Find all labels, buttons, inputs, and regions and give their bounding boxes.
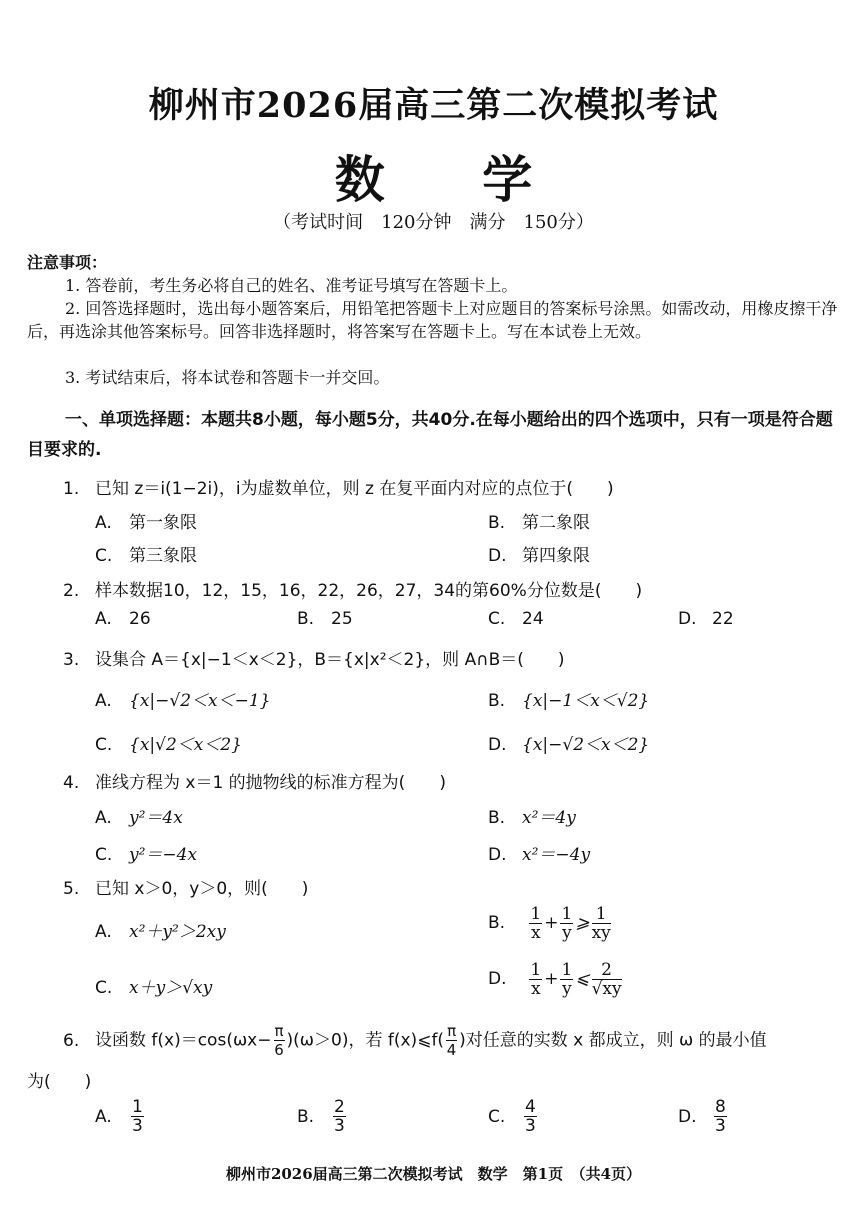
q3-option-c: C. {x|√2＜x＜2} (95, 735, 242, 755)
notice-item-2: 2. 回答选择题时，选出每小题答案后，用铅笔把答题卡上对应题目的答案标号涂黑。如需改动，用橡皮擦干净后，再选涂其他答案标号。回答非选择题时，将答案写在答题卡上。写在本试卷上无效。 (27, 299, 838, 341)
question-number: 5. (63, 879, 80, 899)
question-stem: 已知 z＝i(1−2i)，i为虚数单位，则 z 在复平面内对应的点位于( ) (95, 479, 614, 499)
q6-option-d: D. $\frac{8}{3}$ (678, 1097, 726, 1136)
q2-option-d: D. 22 (678, 609, 734, 629)
notice-item-1: 1. 答卷前，考生务必将自己的姓名、准考证号填写在答题卡上。 (65, 276, 518, 295)
question-5 (63, 874, 308, 899)
q4-option-a: A. y²＝4x (95, 808, 183, 828)
q5-option-a: A. x²＋y²＞2xy (95, 922, 226, 942)
exam-title: 柳州市2026届高三第二次模拟考试 (148, 85, 719, 126)
question-6-continued: 为( ) (27, 1072, 92, 1092)
question-stem: 设集合 A＝{x|−1＜x＜2}，B＝{x|x²＜2}，则 A∩B＝( ) (95, 650, 565, 670)
q3-option-a: A. {x|−√2＜x＜−1} (95, 691, 271, 711)
q2-option-a: A. 26 (95, 609, 151, 629)
notice-item-3: 3. 考试结束后，将本试卷和答题卡一并交回。 (65, 368, 390, 387)
q4-option-d: D. x²＝−4y (488, 845, 591, 865)
question-number: 2. (63, 581, 80, 601)
q3-option-b: B. {x|−1＜x＜√2} (488, 691, 650, 711)
question-4 (63, 768, 446, 793)
question-number: 1. (63, 479, 80, 499)
q2-option-b: B. 25 (297, 609, 353, 629)
section-heading: 一、单项选择题：本题共8小题，每小题5分，共40分.在每小题给出的四个选项中，只有一项是符合题目要求的. (27, 410, 833, 460)
q1-option-c: C. 第三象限 (95, 546, 197, 566)
question-stem: 样本数据10，12，15，16，22，26，27，34的第60%分位数是( ) (95, 581, 643, 601)
q3-option-d: D. {x|−√2＜x＜2} (488, 735, 650, 755)
notice-heading: 注意事项： (27, 253, 108, 272)
question-number: 3. (63, 650, 80, 670)
q5-option-c: C. x＋y＞√xy (95, 978, 213, 998)
question-6: 6. 设函数 f(x)＝cos(ωx− $\frac{\pi}{6}$ )(ω＞0)，若 f(x)⩽f( $\frac{\pi}{4}$ )对任意的实数 x 都成立，则 ω 的最小值 (63, 1022, 767, 1059)
question-number: 6. (63, 1030, 80, 1051)
q4-option-b: B. x²＝4y (488, 808, 576, 828)
exam-time-info: （考试时间 120分钟 满分 150分） (273, 212, 594, 233)
question-stem: 已知 x＞0，y＞0，则( ) (95, 879, 309, 899)
q4-option-c: C. y²＝−4x (95, 845, 198, 865)
q6-option-a: A. $\frac{1}{3}$ (95, 1097, 143, 1136)
q6-option-b: B. $\frac{2}{3}$ (297, 1097, 345, 1136)
question-3 (63, 645, 565, 670)
q5-option-d: D. $\frac{1}{x}$ + $\frac{1}{y}$ ⩽ $\frac{2}{√xy}$ (488, 960, 622, 999)
question-2 (63, 576, 642, 601)
q1-option-d: D. 第四象限 (488, 546, 590, 566)
q1-option-a: A. 第一象限 (95, 513, 197, 533)
q6-option-c: C. $\frac{4}{3}$ (488, 1097, 536, 1136)
subject-title: 数 学 (334, 150, 573, 209)
page-footer: 柳州市2026届高三第二次模拟考试 数学 第1页 （共4页） (225, 1165, 642, 1183)
question-1 (63, 474, 614, 499)
q5-option-b: B. $\frac{1}{x}$ + $\frac{1}{y}$ ⩾ $\frac{1}{xy}$ (488, 904, 611, 943)
q2-option-c: C. 24 (488, 609, 544, 629)
question-number: 4. (63, 773, 80, 793)
q1-option-b: B. 第二象限 (488, 513, 590, 533)
question-stem: 准线方程为 x＝1 的抛物线的标准方程为( ) (95, 773, 446, 793)
